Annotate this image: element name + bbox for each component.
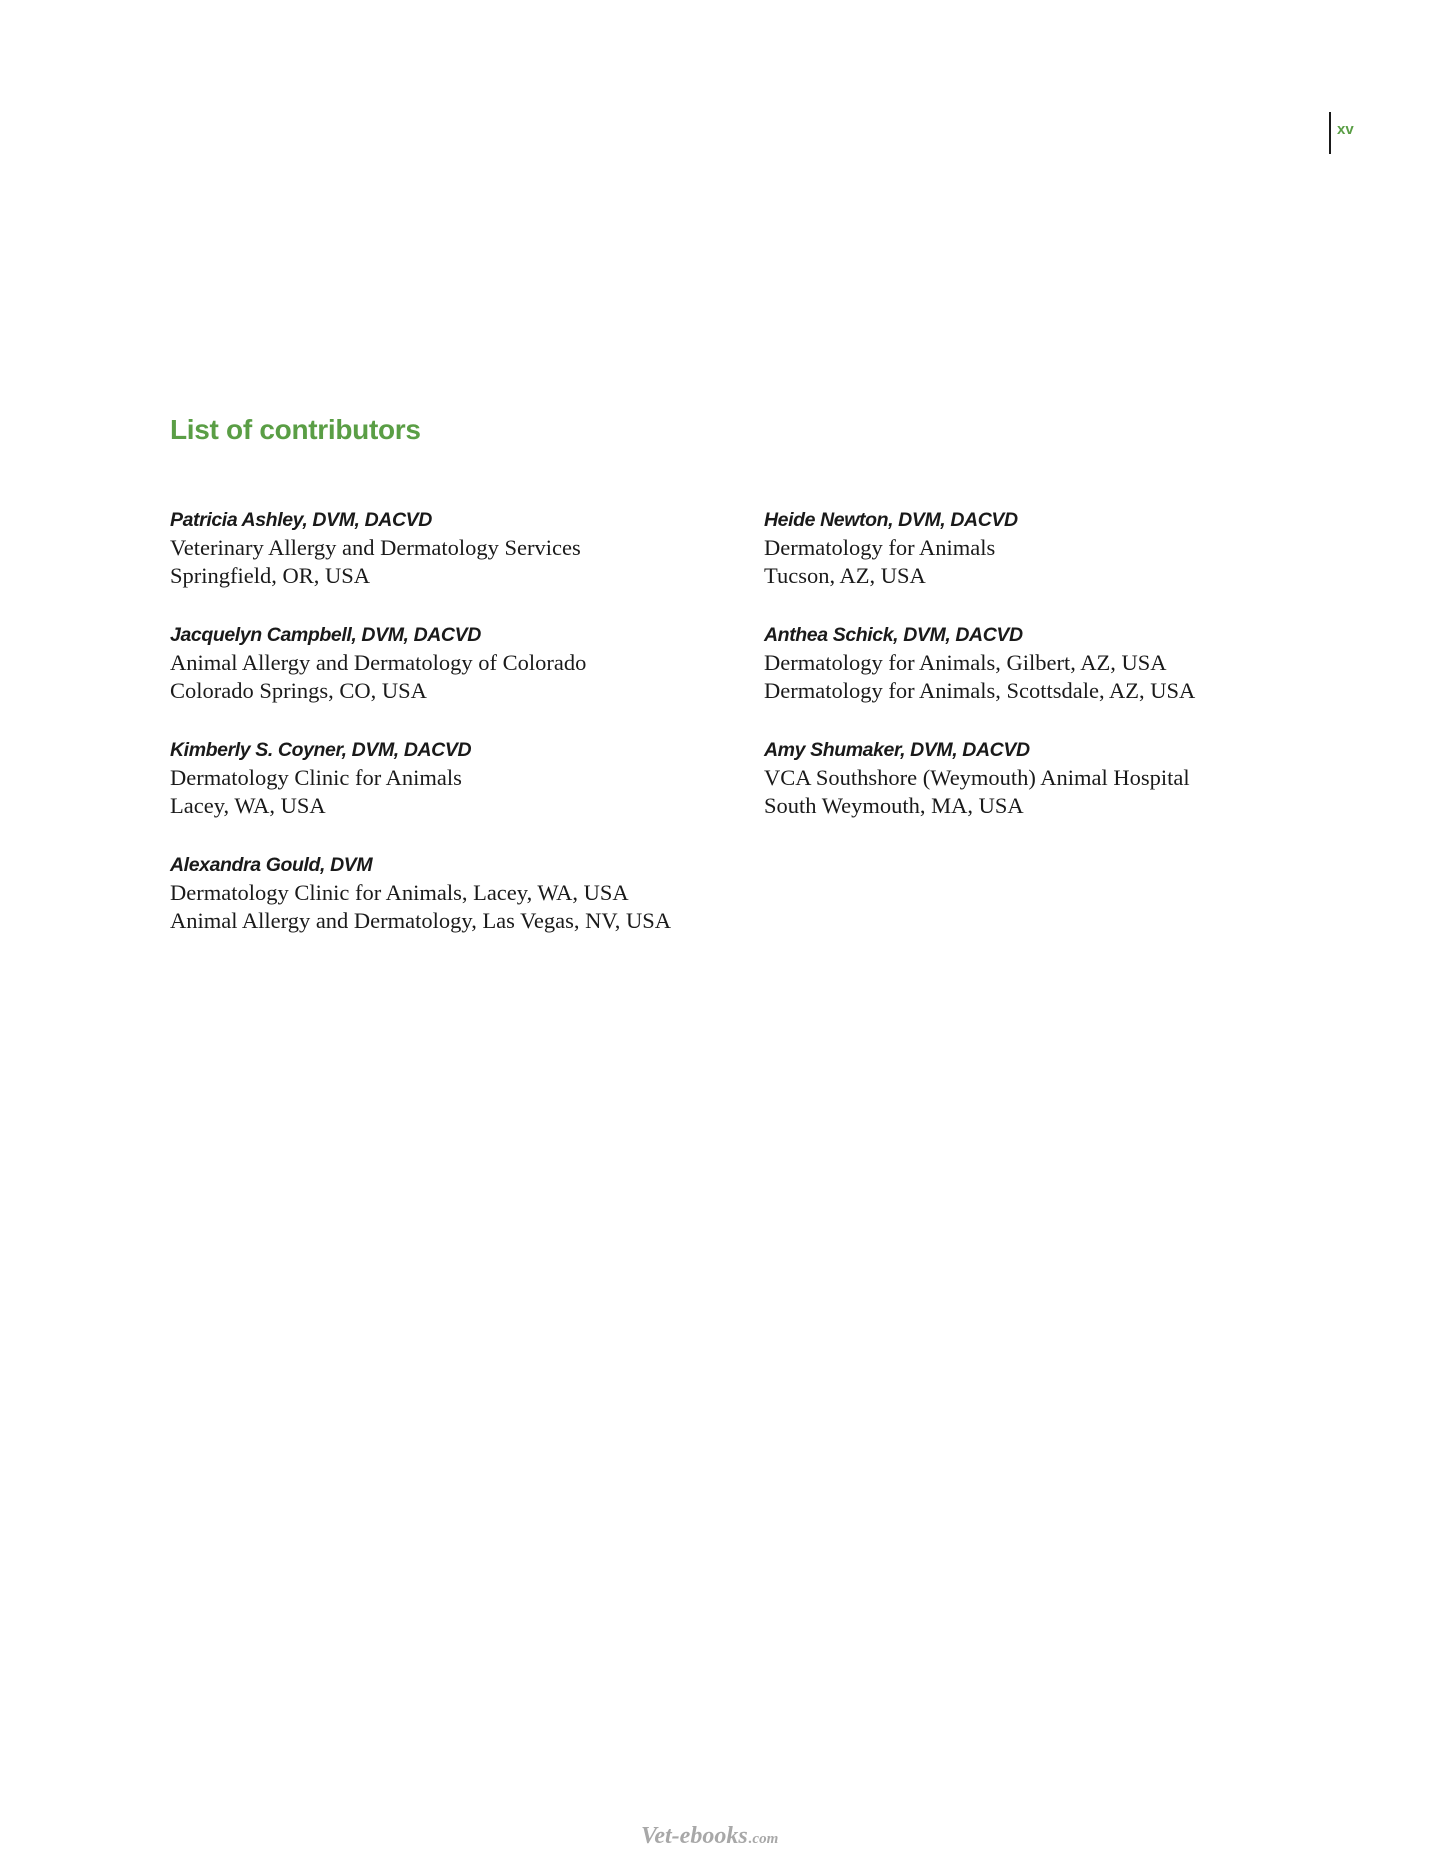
contributor-affiliation-line: Dermatology Clinic for Animals, Lacey, WA, USA — [170, 880, 629, 905]
contributor-name: Patricia Ashley, DVM, DACVD — [170, 509, 432, 531]
contributor-entry — [764, 621, 1195, 705]
page-number-rule — [1329, 112, 1331, 154]
contributor-affiliation-line: South Weymouth, MA, USA — [764, 793, 1024, 818]
contributor-name: Anthea Schick, DVM, DACVD — [764, 624, 1023, 646]
contributor-affiliation-line: Lacey, WA, USA — [170, 793, 326, 818]
contributor-affiliation-line: Dermatology for Animals, Gilbert, AZ, USA — [764, 650, 1167, 675]
contributor-affiliation-line: VCA Southshore (Weymouth) Animal Hospital — [764, 765, 1190, 790]
watermark-suffix: .com — [748, 1831, 779, 1847]
contributors-right-column — [764, 506, 1195, 851]
contributor-name: Heide Newton, DVM, DACVD — [764, 509, 1018, 531]
contributor-affiliation-line: Colorado Springs, CO, USA — [170, 678, 427, 703]
contributor-name: Alexandra Gould, DVM — [170, 854, 373, 876]
watermark-logo — [641, 1824, 778, 1848]
page-title: List of contributors — [170, 414, 421, 445]
contributor-affiliation-line: Dermatology Clinic for Animals — [170, 765, 462, 790]
contributor-affiliation-line: Springfield, OR, USA — [170, 563, 371, 588]
contributors-left-column — [170, 506, 671, 966]
page-number-block — [1329, 112, 1354, 154]
contributor-affiliation-line: Dermatology for Animals, Scottsdale, AZ, USA — [764, 678, 1196, 703]
contributor-name: Amy Shumaker, DVM, DACVD — [764, 739, 1030, 761]
contributor-entry — [764, 506, 1195, 590]
contributor-affiliation-line: Veterinary Allergy and Dermatology Services — [170, 535, 581, 560]
contributor-entry — [764, 736, 1195, 820]
page-number: xv — [1337, 121, 1354, 138]
contributor-name: Kimberly S. Coyner, DVM, DACVD — [170, 739, 472, 761]
contributor-affiliation-line: Dermatology for Animals — [764, 535, 996, 560]
contributor-entry — [170, 736, 671, 820]
contributor-entry — [170, 621, 671, 705]
watermark-text: Vet-ebooks — [641, 1823, 748, 1849]
contributor-entry — [170, 851, 671, 935]
contributor-name: Jacquelyn Campbell, DVM, DACVD — [170, 624, 481, 646]
contributor-affiliation-line: Animal Allergy and Dermatology of Colorado — [170, 650, 587, 675]
contributor-affiliation-line: Tucson, AZ, USA — [764, 563, 926, 588]
contributor-entry — [170, 506, 671, 590]
contributor-affiliation-line: Animal Allergy and Dermatology, Las Vegas, NV, USA — [170, 908, 671, 933]
